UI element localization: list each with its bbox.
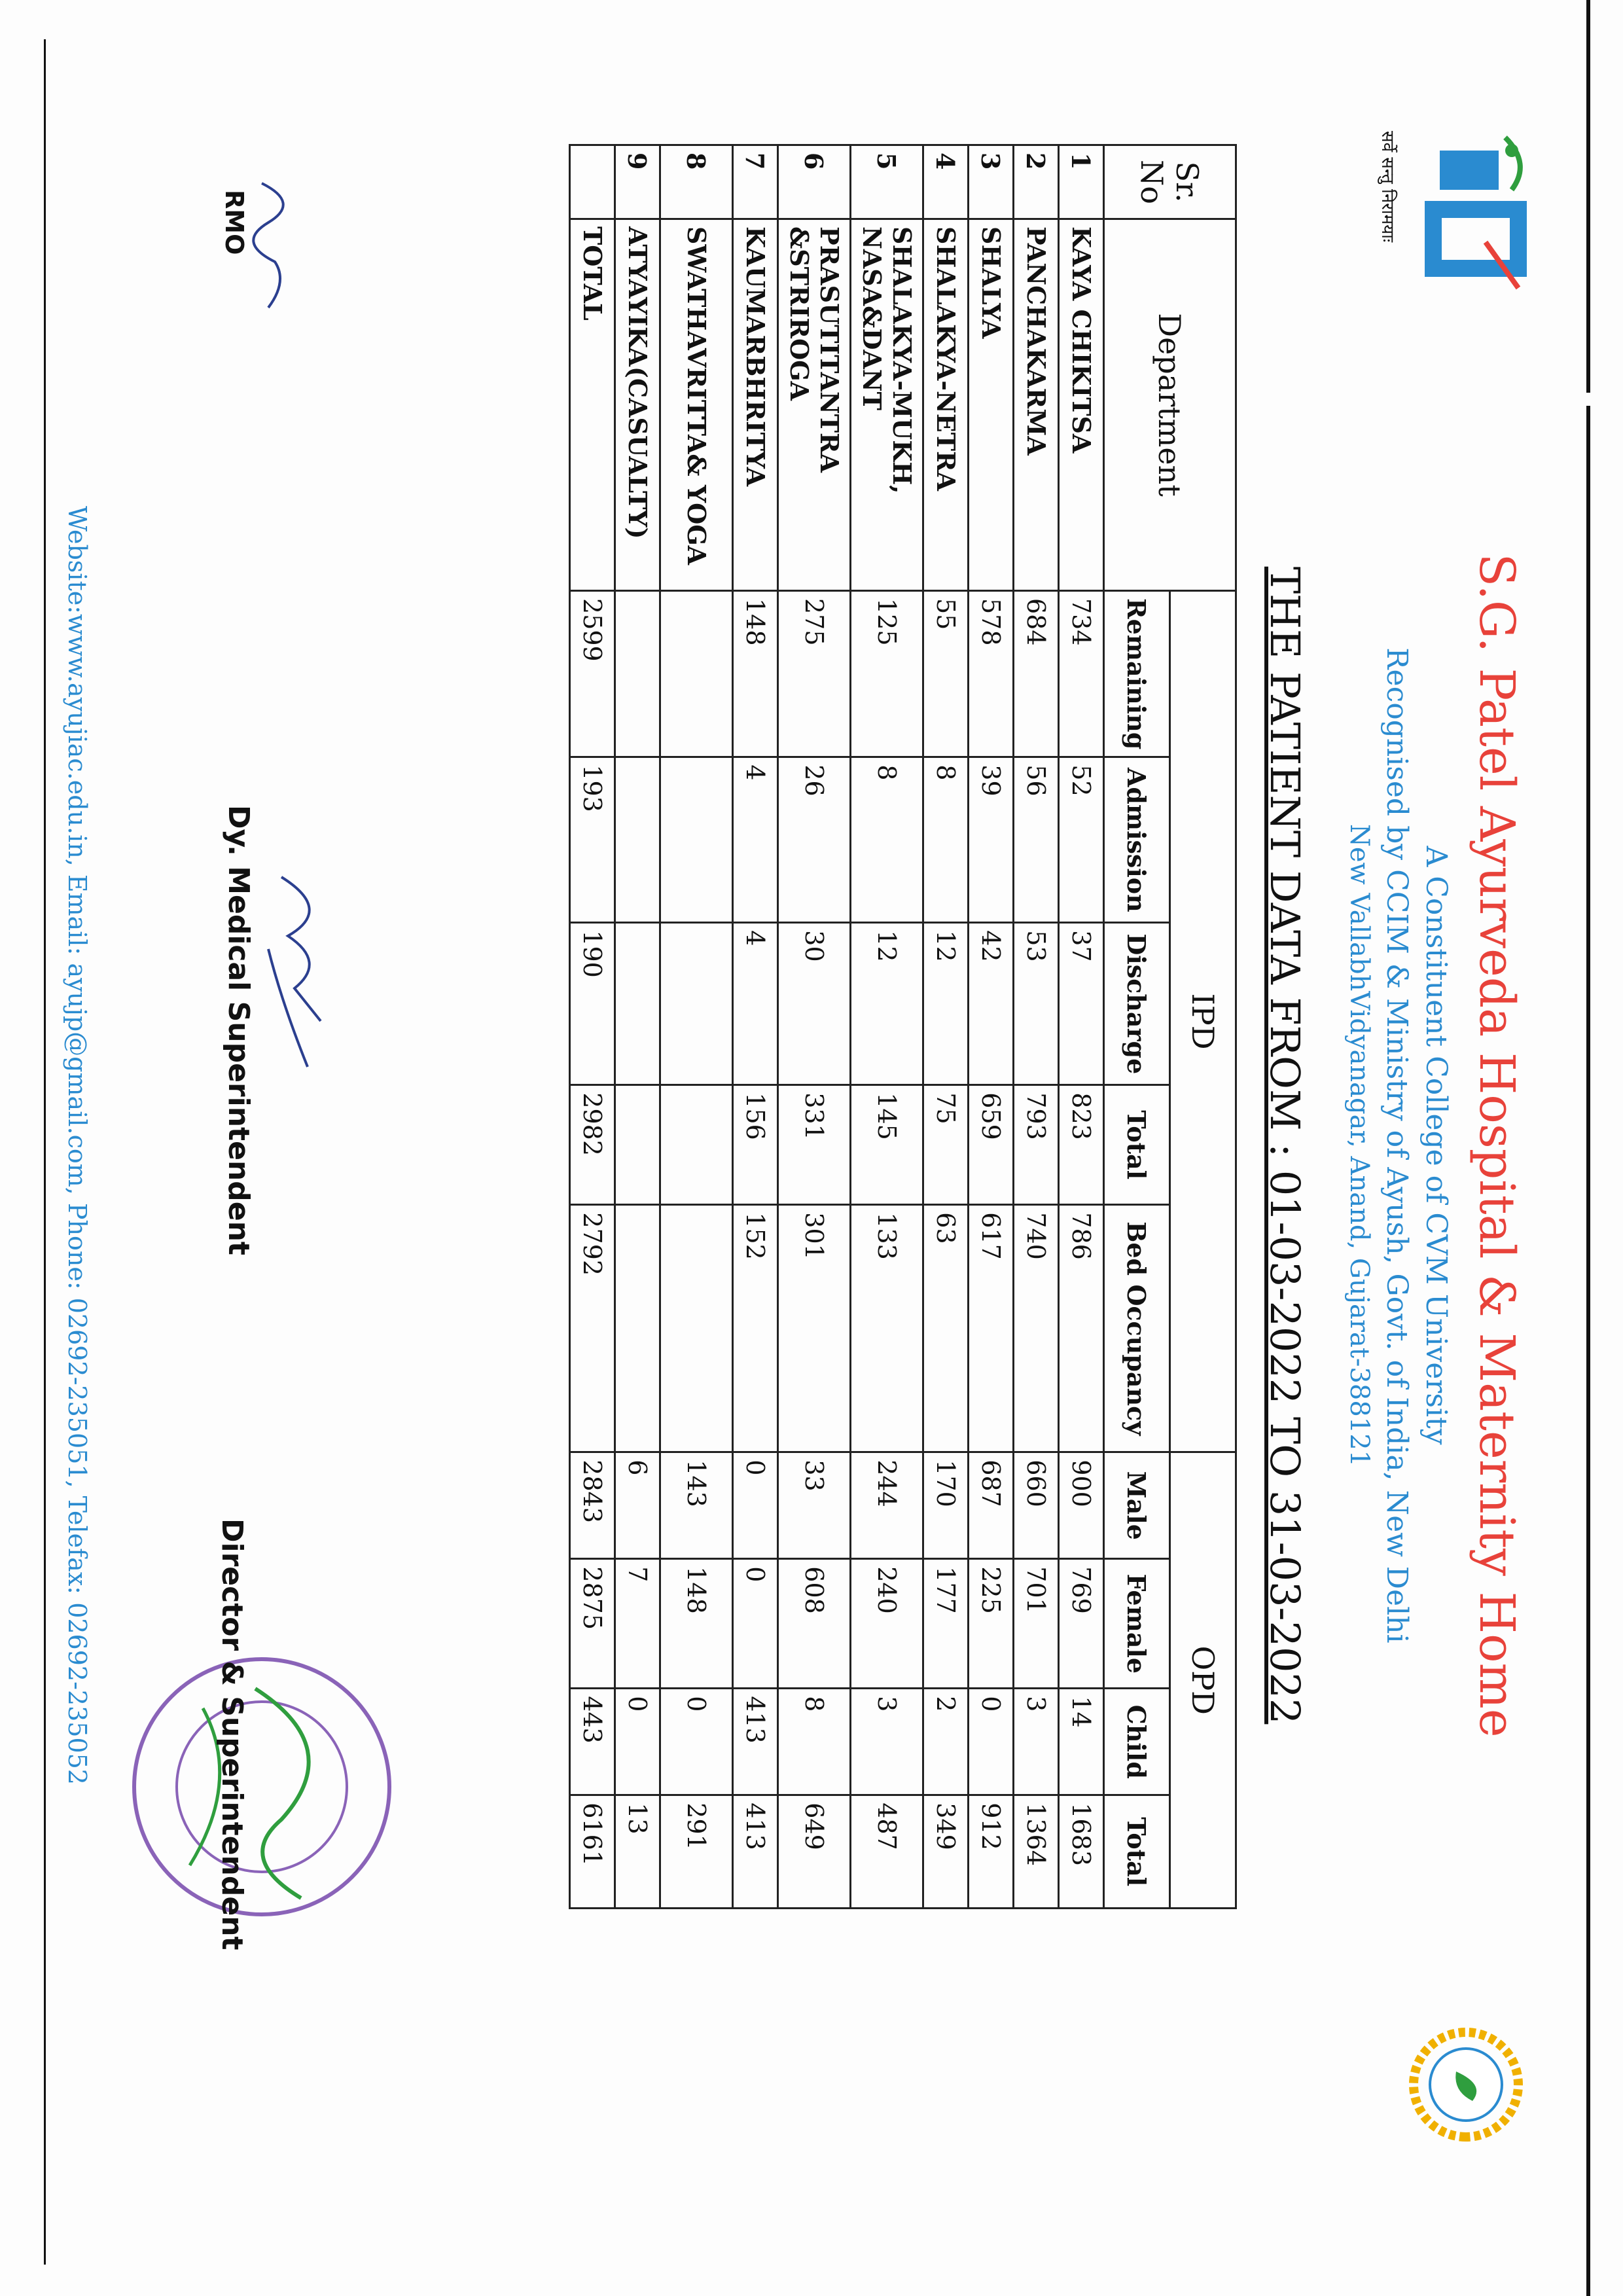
cell-bed-occupancy: 133 xyxy=(851,1205,923,1452)
cell-child: 0 xyxy=(969,1689,1014,1795)
cell-ipd-total xyxy=(660,1085,733,1205)
cell-department: SHALAKYA-MUKH, NASA&DANT xyxy=(851,219,923,591)
cell-child: 2 xyxy=(923,1689,969,1795)
cell-female: 240 xyxy=(851,1559,923,1689)
cell-discharge: 30 xyxy=(778,923,851,1085)
total-female: 2875 xyxy=(570,1559,615,1689)
col-header-remaining: Remaining xyxy=(1104,591,1170,757)
top-rule xyxy=(1586,0,1590,2296)
cell-sr: 4 xyxy=(923,145,969,219)
top-rule-break xyxy=(1577,393,1597,406)
table-row xyxy=(851,145,923,1909)
rmo-signature xyxy=(242,177,308,334)
cell-sr xyxy=(570,145,615,219)
total-discharge: 190 xyxy=(570,923,615,1085)
cell-female: 608 xyxy=(778,1559,851,1689)
rmo-label: RMO xyxy=(220,190,249,255)
table-row xyxy=(923,145,969,1909)
bottom-rule xyxy=(44,39,46,2265)
table-row xyxy=(615,145,660,1909)
table-row xyxy=(969,145,1014,1909)
cell-admission: 8 xyxy=(851,757,923,923)
cell-ipd-total: 75 xyxy=(923,1085,969,1205)
col-header-child: Child xyxy=(1104,1689,1170,1795)
cell-bed-occupancy: 63 xyxy=(923,1205,969,1452)
table-row xyxy=(778,145,851,1909)
cell-discharge xyxy=(615,923,660,1085)
table-row xyxy=(733,145,778,1909)
total-child: 443 xyxy=(570,1689,615,1795)
cell-admission: 39 xyxy=(969,757,1014,923)
cell-opd-total: 13 xyxy=(615,1795,660,1909)
cell-admission: 52 xyxy=(1059,757,1104,923)
cell-male: 0 xyxy=(733,1452,778,1559)
cell-sr: 2 xyxy=(1014,145,1059,219)
total-opd-total: 6161 xyxy=(570,1795,615,1909)
cell-admission: 56 xyxy=(1014,757,1059,923)
cell-ipd-total: 145 xyxy=(851,1085,923,1205)
patient-data-table xyxy=(569,144,1237,1909)
cell-female: 148 xyxy=(660,1559,733,1689)
cell-remaining xyxy=(660,591,733,757)
cell-female: 177 xyxy=(923,1559,969,1689)
cell-ipd-total: 331 xyxy=(778,1085,851,1205)
cell-bed-occupancy: 152 xyxy=(733,1205,778,1452)
cell-admission: 26 xyxy=(778,757,851,923)
cell-sr: 3 xyxy=(969,145,1014,219)
cell-male: 660 xyxy=(1014,1452,1059,1559)
col-header-opd: OPD xyxy=(1170,1452,1236,1909)
logo-caption: सर्वे सन्तु निरामयाः xyxy=(1378,131,1397,243)
cell-remaining xyxy=(615,591,660,757)
hospital-stamp xyxy=(124,1649,399,1924)
cell-male: 33 xyxy=(778,1452,851,1559)
cell-admission: 4 xyxy=(733,757,778,923)
cell-admission xyxy=(615,757,660,923)
col-header-female: Female xyxy=(1104,1559,1170,1689)
cell-ipd-total xyxy=(615,1085,660,1205)
cell-child: 14 xyxy=(1059,1689,1104,1795)
col-header-sr: Sr. No xyxy=(1104,145,1236,219)
cell-discharge: 12 xyxy=(923,923,969,1085)
cell-department: KAYA CHIKITSA xyxy=(1059,219,1104,591)
cell-discharge: 53 xyxy=(1014,923,1059,1085)
director-label: Director & Superintendent xyxy=(215,1518,249,1950)
recognition-line: Recognised by CCIM & Ministry of Ayush, Govt. of India, New Delhi xyxy=(1380,647,1414,1643)
cell-department: SHALYA xyxy=(969,219,1014,591)
cell-remaining: 275 xyxy=(778,591,851,757)
dy-medical-superintendent-label: Dy. Medical Superintendent xyxy=(222,805,255,1255)
table-row xyxy=(660,145,733,1909)
table-header-group-row xyxy=(1170,145,1236,1909)
cell-child: 3 xyxy=(1014,1689,1059,1795)
table-row xyxy=(1014,145,1059,1909)
cell-remaining: 148 xyxy=(733,591,778,757)
cell-opd-total: 349 xyxy=(923,1795,969,1909)
cell-discharge: 4 xyxy=(733,923,778,1085)
cell-female: 0 xyxy=(733,1559,778,1689)
cell-bed-occupancy: 740 xyxy=(1014,1205,1059,1452)
affiliation-line: A Constituent College of CVM University xyxy=(1419,846,1453,1445)
cell-opd-total: 413 xyxy=(733,1795,778,1909)
cell-department: PANCHAKARMA xyxy=(1014,219,1059,591)
cell-sr: 7 xyxy=(733,145,778,219)
cell-bed-occupancy: 617 xyxy=(969,1205,1014,1452)
cell-remaining: 684 xyxy=(1014,591,1059,757)
cell-bed-occupancy xyxy=(615,1205,660,1452)
cell-opd-total: 912 xyxy=(969,1795,1014,1909)
cell-opd-total: 1364 xyxy=(1014,1795,1059,1909)
cell-discharge: 37 xyxy=(1059,923,1104,1085)
hospital-name: S.G. Patel Ayurveda Hospital & Maternity Home xyxy=(1469,553,1525,1738)
cell-department: ATYAYIKA(CASUALTY) xyxy=(615,219,660,591)
col-header-opd-total: Total xyxy=(1104,1795,1170,1909)
cell-discharge: 42 xyxy=(969,923,1014,1085)
cell-ipd-total: 659 xyxy=(969,1085,1014,1205)
cell-male: 170 xyxy=(923,1452,969,1559)
col-header-ipd-total: Total xyxy=(1104,1085,1170,1205)
cell-bed-occupancy: 301 xyxy=(778,1205,851,1452)
cell-discharge: 12 xyxy=(851,923,923,1085)
cell-male: 244 xyxy=(851,1452,923,1559)
report-title: THE PATIENT DATA FROM : 01-03-2022 TO 31-03-2022 xyxy=(1261,566,1309,1725)
cell-male: 6 xyxy=(615,1452,660,1559)
cell-sr: 5 xyxy=(851,145,923,219)
cell-female: 769 xyxy=(1059,1559,1104,1689)
cell-child: 3 xyxy=(851,1689,923,1795)
col-header-admission: Admission xyxy=(1104,757,1170,923)
hospital-emblem xyxy=(1400,2009,1531,2160)
cell-opd-total: 291 xyxy=(660,1795,733,1909)
col-header-discharge: Discharge xyxy=(1104,923,1170,1085)
cell-sr: 9 xyxy=(615,145,660,219)
cell-female: 701 xyxy=(1014,1559,1059,1689)
cell-male: 143 xyxy=(660,1452,733,1559)
cell-discharge xyxy=(660,923,733,1085)
cell-child: 8 xyxy=(778,1689,851,1795)
cell-department: SWATHAVRITTA& YOGA xyxy=(660,219,733,591)
total-ipd-total: 2982 xyxy=(570,1085,615,1205)
cell-female: 7 xyxy=(615,1559,660,1689)
cell-bed-occupancy xyxy=(660,1205,733,1452)
table-row xyxy=(1059,145,1104,1909)
dy-medical-signature xyxy=(255,870,347,1086)
cell-opd-total: 1683 xyxy=(1059,1795,1104,1909)
table-total-row xyxy=(570,145,615,1909)
cell-admission xyxy=(660,757,733,923)
cell-child: 0 xyxy=(615,1689,660,1795)
cell-bed-occupancy: 786 xyxy=(1059,1205,1104,1452)
cell-admission: 8 xyxy=(923,757,969,923)
total-male: 2843 xyxy=(570,1452,615,1559)
cell-department: KAUMARBHRITYA xyxy=(733,219,778,591)
cell-remaining: 55 xyxy=(923,591,969,757)
cell-child: 413 xyxy=(733,1689,778,1795)
col-header-male: Male xyxy=(1104,1452,1170,1559)
footer-contact: Website:www.ayujiac.edu.in, Email: ayujp@gmail.com, Phone: 02692-235051, Telefax: 02692-235052 xyxy=(63,506,92,1785)
cell-opd-total: 649 xyxy=(778,1795,851,1909)
cell-ipd-total: 156 xyxy=(733,1085,778,1205)
cell-female: 225 xyxy=(969,1559,1014,1689)
total-bed-occupancy: 2792 xyxy=(570,1205,615,1452)
col-header-bed-occupancy: Bed Occupancy xyxy=(1104,1205,1170,1452)
cell-sr: 1 xyxy=(1059,145,1104,219)
address-line: New VallabhVidyanagar, Anand, Gujarat-388121 xyxy=(1344,823,1374,1467)
col-header-ipd: IPD xyxy=(1170,591,1236,1452)
cell-sr: 6 xyxy=(778,145,851,219)
cell-remaining: 578 xyxy=(969,591,1014,757)
cell-sr: 8 xyxy=(660,145,733,219)
cell-ipd-total: 823 xyxy=(1059,1085,1104,1205)
cell-male: 687 xyxy=(969,1452,1014,1559)
cell-remaining: 125 xyxy=(851,591,923,757)
cell-child: 0 xyxy=(660,1689,733,1795)
col-header-department: Department xyxy=(1104,219,1236,591)
cell-department: SHALAKYA-NETRA xyxy=(923,219,969,591)
cell-male: 900 xyxy=(1059,1452,1104,1559)
total-remaining: 2599 xyxy=(570,591,615,757)
total-admission: 193 xyxy=(570,757,615,923)
cell-ipd-total: 793 xyxy=(1014,1085,1059,1205)
cell-remaining: 734 xyxy=(1059,591,1104,757)
cell-department: PRASUTITANTRA &STRIROGA xyxy=(778,219,851,591)
cell-opd-total: 487 xyxy=(851,1795,923,1909)
total-label: TOTAL xyxy=(570,219,615,591)
university-logo xyxy=(1394,111,1544,308)
